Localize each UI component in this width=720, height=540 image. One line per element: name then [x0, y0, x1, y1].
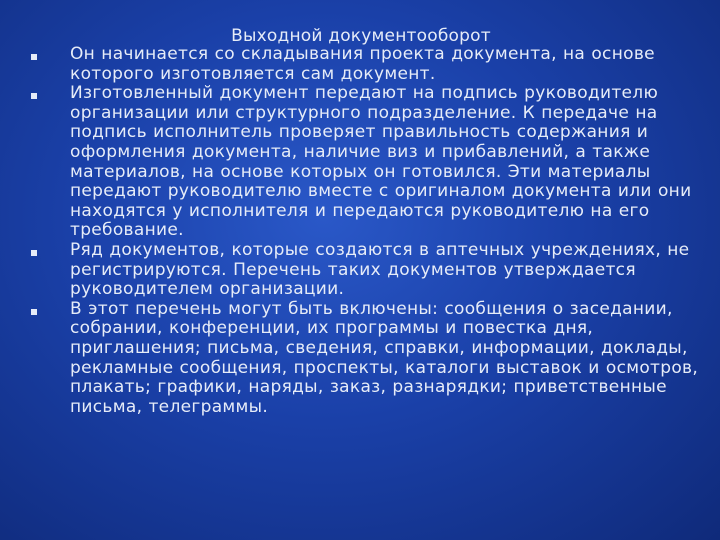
bullet-list: [0, 45, 720, 417]
square-bullet-icon: [31, 250, 37, 256]
square-bullet-icon: [31, 93, 37, 99]
bullet-item: [0, 45, 720, 84]
bullet-text: В этот перечень могут быть включены: сообщения о заседании, собрании, конференции, их программы и повестка дня, приглашения; письма, сведения, справки, информации, доклады, рекламные сообщения, проспекты, каталоги выставок и осмотров, плакать; графики, наряды, заказ, разнарядки; приветственные письма, телеграммы.: [70, 298, 699, 417]
bullet-text: Изготовленный документ передают на подпись руководителю организации или структурного подразделение. К передаче на подпись исполнитель проверяет правильность содержания и оформления документа, наличие виз и прибавлений, а также материалов, на основе которых он готовился. Эти материалы передают руководителю вместе с оригиналом документа или они находятся у исполнителя и передаются руководителю на его требование.: [70, 83, 692, 241]
bullet-item: [0, 300, 720, 418]
bullet-item: [0, 84, 720, 241]
slide-title: Выходной документооборот: [231, 26, 491, 46]
square-bullet-icon: [31, 309, 37, 315]
bullet-text: Он начинается со складывания проекта документа, на основе которого изготовляется сам документ.: [70, 44, 655, 84]
bullet-text: Ряд документов, которые создаются в аптечных учреждениях, не регистрируются. Перечень таких документов утверждается руководителем организации.: [70, 239, 690, 300]
square-bullet-icon: [31, 54, 37, 60]
bullet-item: [0, 241, 720, 300]
